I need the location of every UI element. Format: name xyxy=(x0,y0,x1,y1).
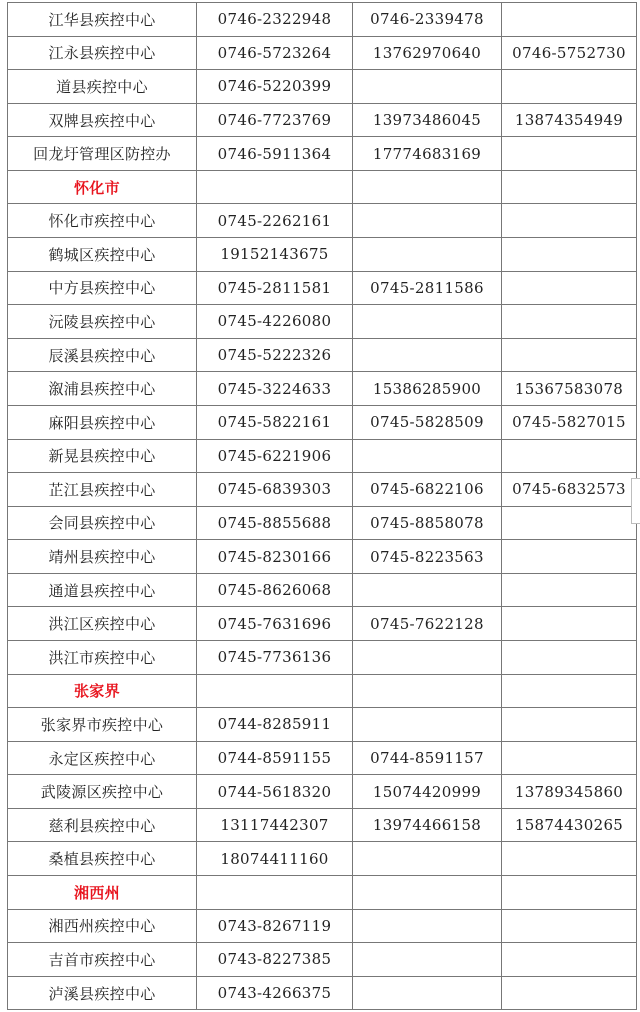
region-name: 湘西州 xyxy=(8,876,197,910)
org-name-cell: 武陵源区疾控中心 xyxy=(8,775,197,809)
table-row xyxy=(8,708,637,742)
phone-2-cell: 13973486045 xyxy=(353,103,502,137)
table-row xyxy=(8,70,637,104)
table-row xyxy=(8,405,637,439)
phone-1-cell: 0745-6839303 xyxy=(197,473,353,507)
table-row xyxy=(8,271,637,305)
phone-3-cell xyxy=(502,909,637,943)
table-row xyxy=(8,943,637,977)
org-name-cell: 沅陵县疾控中心 xyxy=(8,305,197,339)
empty-cell xyxy=(353,876,502,910)
phone-1-cell: 19152143675 xyxy=(197,238,353,272)
empty-cell xyxy=(502,876,637,910)
phone-2-cell xyxy=(353,204,502,238)
phone-2-cell: 0745-8223563 xyxy=(353,540,502,574)
table-row xyxy=(8,137,637,171)
phone-3-cell: 0745-6832573 xyxy=(502,473,637,507)
phone-2-cell xyxy=(353,573,502,607)
phone-2-cell xyxy=(353,338,502,372)
phone-2-cell xyxy=(353,909,502,943)
org-name-cell: 会同县疾控中心 xyxy=(8,506,197,540)
phone-3-cell xyxy=(502,640,637,674)
org-name-cell: 新晃县疾控中心 xyxy=(8,439,197,473)
contact-table xyxy=(7,2,637,1010)
phone-2-cell: 15074420999 xyxy=(353,775,502,809)
table-row xyxy=(8,573,637,607)
phone-3-cell xyxy=(502,708,637,742)
org-name-cell: 中方县疾控中心 xyxy=(8,271,197,305)
org-name-cell: 永定区疾控中心 xyxy=(8,741,197,775)
phone-3-cell: 15874430265 xyxy=(502,808,637,842)
table-row xyxy=(8,238,637,272)
phone-2-cell xyxy=(353,943,502,977)
empty-cell xyxy=(197,674,353,708)
phone-3-cell xyxy=(502,607,637,641)
phone-1-cell: 0745-5822161 xyxy=(197,405,353,439)
region-header-row xyxy=(8,674,637,708)
phone-1-cell: 0746-7723769 xyxy=(197,103,353,137)
table-row xyxy=(8,775,637,809)
phone-1-cell: 0745-6221906 xyxy=(197,439,353,473)
table-row xyxy=(8,540,637,574)
phone-3-cell: 13874354949 xyxy=(502,103,637,137)
org-name-cell: 麻阳县疾控中心 xyxy=(8,405,197,439)
phone-2-cell: 0745-7622128 xyxy=(353,607,502,641)
phone-2-cell xyxy=(353,640,502,674)
empty-cell xyxy=(502,170,637,204)
table-row xyxy=(8,372,637,406)
org-name-cell: 洪江市疾控中心 xyxy=(8,640,197,674)
org-name-cell: 道县疾控中心 xyxy=(8,70,197,104)
table-row xyxy=(8,36,637,70)
phone-1-cell: 0743-8227385 xyxy=(197,943,353,977)
org-name-cell: 溆浦县疾控中心 xyxy=(8,372,197,406)
contact-table-body xyxy=(8,3,637,1010)
empty-cell xyxy=(353,170,502,204)
phone-3-cell xyxy=(502,204,637,238)
org-name-cell: 双牌县疾控中心 xyxy=(8,103,197,137)
edge-marker xyxy=(631,478,640,524)
org-name-cell: 张家界市疾控中心 xyxy=(8,708,197,742)
phone-1-cell: 0745-2262161 xyxy=(197,204,353,238)
phone-3-cell xyxy=(502,271,637,305)
phone-1-cell: 0746-2322948 xyxy=(197,3,353,37)
phone-2-cell xyxy=(353,708,502,742)
phone-1-cell: 0744-8591155 xyxy=(197,741,353,775)
table-row xyxy=(8,204,637,238)
region-header-row xyxy=(8,876,637,910)
phone-1-cell: 0744-5618320 xyxy=(197,775,353,809)
phone-3-cell xyxy=(502,439,637,473)
phone-3-cell xyxy=(502,741,637,775)
org-name-cell: 泸溪县疾控中心 xyxy=(8,976,197,1010)
empty-cell xyxy=(197,876,353,910)
table-row xyxy=(8,640,637,674)
phone-1-cell: 0745-3224633 xyxy=(197,372,353,406)
phone-1-cell: 0745-7736136 xyxy=(197,640,353,674)
org-name-cell: 江华县疾控中心 xyxy=(8,3,197,37)
table-row xyxy=(8,976,637,1010)
table-row xyxy=(8,338,637,372)
phone-2-cell: 0745-5828509 xyxy=(353,405,502,439)
phone-2-cell: 0745-6822106 xyxy=(353,473,502,507)
org-name-cell: 湘西州疾控中心 xyxy=(8,909,197,943)
phone-1-cell: 0746-5220399 xyxy=(197,70,353,104)
table-row xyxy=(8,808,637,842)
phone-1-cell: 13117442307 xyxy=(197,808,353,842)
phone-2-cell: 0746-2339478 xyxy=(353,3,502,37)
table-row xyxy=(8,3,637,37)
org-name-cell: 靖州县疾控中心 xyxy=(8,540,197,574)
phone-3-cell xyxy=(502,943,637,977)
phone-3-cell xyxy=(502,305,637,339)
phone-2-cell xyxy=(353,976,502,1010)
phone-3-cell xyxy=(502,842,637,876)
phone-2-cell: 0744-8591157 xyxy=(353,741,502,775)
phone-1-cell: 18074411160 xyxy=(197,842,353,876)
empty-cell xyxy=(502,674,637,708)
phone-1-cell: 0745-5222326 xyxy=(197,338,353,372)
org-name-cell: 怀化市疾控中心 xyxy=(8,204,197,238)
table-row xyxy=(8,103,637,137)
phone-1-cell: 0745-2811581 xyxy=(197,271,353,305)
phone-2-cell xyxy=(353,238,502,272)
table-row xyxy=(8,909,637,943)
phone-1-cell: 0745-8855688 xyxy=(197,506,353,540)
phone-2-cell xyxy=(353,70,502,104)
org-name-cell: 江永县疾控中心 xyxy=(8,36,197,70)
phone-3-cell xyxy=(502,976,637,1010)
org-name-cell: 芷江县疾控中心 xyxy=(8,473,197,507)
phone-1-cell: 0745-7631696 xyxy=(197,607,353,641)
phone-2-cell: 13762970640 xyxy=(353,36,502,70)
phone-3-cell: 15367583078 xyxy=(502,372,637,406)
phone-3-cell: 0746-5752730 xyxy=(502,36,637,70)
phone-1-cell: 0745-4226080 xyxy=(197,305,353,339)
table-row xyxy=(8,842,637,876)
empty-cell xyxy=(197,170,353,204)
phone-3-cell: 13789345860 xyxy=(502,775,637,809)
phone-1-cell: 0746-5723264 xyxy=(197,36,353,70)
org-name-cell: 通道县疾控中心 xyxy=(8,573,197,607)
table-row xyxy=(8,473,637,507)
phone-2-cell: 17774683169 xyxy=(353,137,502,171)
region-name: 怀化市 xyxy=(8,170,197,204)
org-name-cell: 吉首市疾控中心 xyxy=(8,943,197,977)
phone-2-cell: 15386285900 xyxy=(353,372,502,406)
org-name-cell: 桑植县疾控中心 xyxy=(8,842,197,876)
region-name: 张家界 xyxy=(8,674,197,708)
phone-3-cell xyxy=(502,506,637,540)
phone-2-cell xyxy=(353,305,502,339)
phone-2-cell: 13974466158 xyxy=(353,808,502,842)
phone-1-cell: 0743-8267119 xyxy=(197,909,353,943)
org-name-cell: 辰溪县疾控中心 xyxy=(8,338,197,372)
org-name-cell: 慈利县疾控中心 xyxy=(8,808,197,842)
phone-3-cell xyxy=(502,238,637,272)
phone-3-cell xyxy=(502,573,637,607)
org-name-cell: 回龙圩管理区防控办 xyxy=(8,137,197,171)
region-header-row xyxy=(8,170,637,204)
table-row xyxy=(8,506,637,540)
phone-3-cell xyxy=(502,338,637,372)
phone-3-cell xyxy=(502,70,637,104)
org-name-cell: 洪江区疾控中心 xyxy=(8,607,197,641)
phone-3-cell xyxy=(502,3,637,37)
phone-1-cell: 0744-8285911 xyxy=(197,708,353,742)
table-row xyxy=(8,439,637,473)
empty-cell xyxy=(353,674,502,708)
phone-3-cell xyxy=(502,540,637,574)
phone-3-cell xyxy=(502,137,637,171)
phone-1-cell: 0746-5911364 xyxy=(197,137,353,171)
phone-1-cell: 0743-4266375 xyxy=(197,976,353,1010)
phone-1-cell: 0745-8230166 xyxy=(197,540,353,574)
org-name-cell: 鹤城区疾控中心 xyxy=(8,238,197,272)
phone-3-cell: 0745-5827015 xyxy=(502,405,637,439)
phone-2-cell: 0745-2811586 xyxy=(353,271,502,305)
phone-2-cell: 0745-8858078 xyxy=(353,506,502,540)
phone-2-cell xyxy=(353,439,502,473)
phone-2-cell xyxy=(353,842,502,876)
table-row xyxy=(8,741,637,775)
table-row xyxy=(8,305,637,339)
phone-1-cell: 0745-8626068 xyxy=(197,573,353,607)
table-row xyxy=(8,607,637,641)
